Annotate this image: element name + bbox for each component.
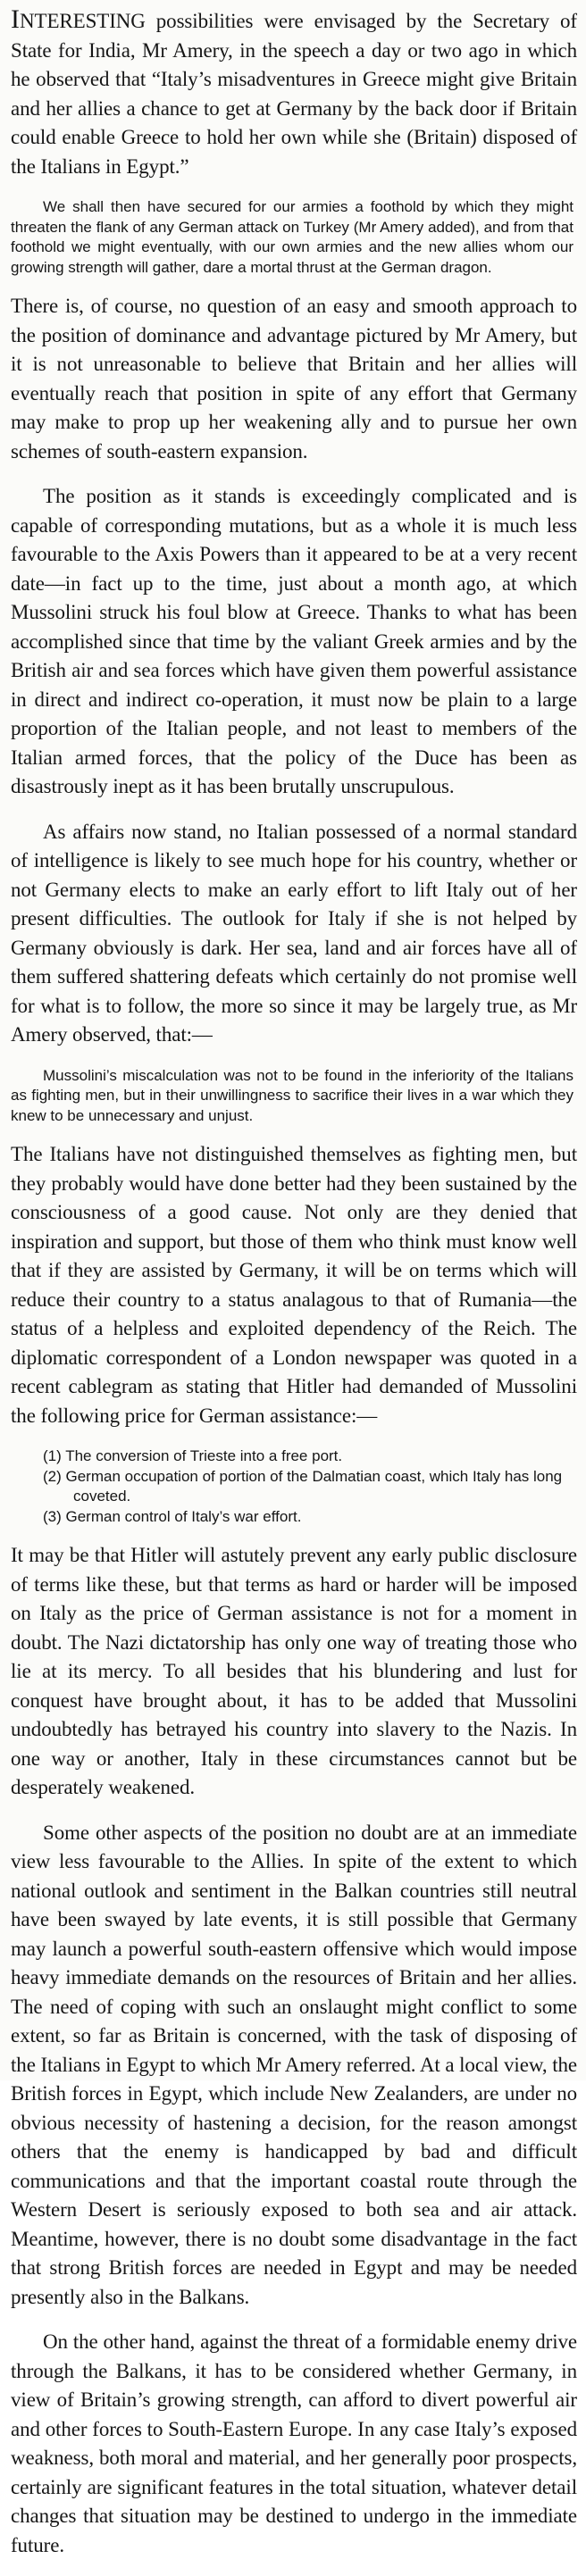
terms-list <box>11 1446 577 1527</box>
paragraph-5: The Italians have not distinguished themselves as fighting men, but they probably would have done better had they been sustained by the consciousness of a good cause. Not only are they denied that inspiration and support, but those of them who think must know well that if they are assisted by Germany, it will be on terms which will reduce their country to a status analagous to that of Rumania—the status of a helpless and exploited dependency of the Reich. The diplomatic correspondent of a London newspaper was quoted in a recent cablegram as stating that Hitler had demanded of Mussolini the following price for German assistance:— <box>11 1143 577 1427</box>
paragraph-7: Some other aspects of the position no doubt are at an immediate view less favourable to the Allies. In spite of the extent to which national outlook and sentiment in the Balkan countries still neutral have been swayed by late events, it is still possible that Germany may launch a powerful south-eastern offensive which would impose heavy immediate demands on the resources of Britain and her allies. The need of coping with such an onslaught might conflict to some extent, so far as Britain is concerned, with the task of disposing of the Italians in Egypt to which Mr Amery referred. At a local view, the British forces in Egypt, which include New Zealanders, are under no obvious necessity of hastening a decision, for the reason amongst others that the enemy is handicapped by bad and difficult communications and that the important coastal route through the Western Desert is seriously exposed to both sea and air attack. Meantime, however, there is no doubt some disadvantage in the fact that strong British forces are needed in Egypt and may be needed presently also in the Balkans. <box>11 1821 577 2308</box>
article-column <box>11 5 577 2576</box>
paragraph-1 <box>11 5 577 181</box>
paragraph-3: The position as it stands is exceedingly complicated and is capable of corresponding mutations, but as a whole it is much less favourable to the Axis Powers than it appeared to be at a very recent date—in fact up to the time, just about a month ago, at which Mussolini struck his foul blow at Greece. Thanks to what has been accomplished since that time by the valiant Greek armies and by the British air and sea forces which have given them powerful assistance in direct and indirect co-operation, it must now be plain to a large proportion of the Italian people, and not least to members of the Italian armed forces, that the policy of the Duce has been as disastrously inept as it has been brutally unscrupulous. <box>11 485 577 797</box>
amery-quote: We shall then have secured for our armies a foothold by which they might threaten the flank of any German attack on Turkey (Mr Amery added), and from that foothold we might eventually, with our own armies and the new allies whom our growing strength will gather, dare a mortal thrust at the German dragon. <box>11 198 573 276</box>
drop-cap: I <box>11 4 20 34</box>
paragraph-8: On the other hand, against the threat of a formidable enemy drive through the Balkans, it has to be considered whether Germany, in view of Britain’s growing strength, can afford to divert powerful air and other forces to South-Eastern Europe. In any case Italy’s exposed weakness, both moral and material, and her generally poor prospects, certainly are significant features in the total situation, whatever detail changes that situation may be destined to undergo in the immediate future. <box>11 2330 577 2556</box>
paragraph-2: There is, of course, no question of an easy and smooth approach to the position of dominance and advantage pictured by Mr Amery, but it is not unreasonable to believe that Britain and her allies will eventually reach that position in spite of any effort that Germany may make to prop up her weakening ally and to pursue her own schemes of south-eastern expansion. <box>11 295 577 463</box>
term-item: (3) German control of Italy’s war effort. <box>43 1507 302 1525</box>
paragraph-4: As affairs now stand, no Italian possessed of a normal standard of intelligence is likely to see much hope for his country, whether or not Germany elects to make an early effort to lift Italy out of her present difficulties. The outlook for Italy if she is not helped by Germany obviously is dark. Her sea, land and air forces have all of them suffered shattering defeats which certainly do not promise well for what is to follow, the more so since it may be largely true, as Mr Amery observed, that:— <box>11 820 577 1046</box>
term-item: (1) The conversion of Trieste into a free port. <box>43 1447 343 1464</box>
paragraph-6: It may be that Hitler will astutely prevent any early public disclosure of terms like these, but that terms as hard or harder will be imposed on Italy as the price of German assistance is not for a moment in doubt. The Nazi dictatorship has only one way of treating those who lie at its mercy. To all besides that his blundering and lust for conquest have brought about, it has to be added that Mussolini undoubtedly has betrayed his country into slavery to the Nazis. In one way or another, Italy in these circumstances cannot but be desperately weakened. <box>11 1544 577 1798</box>
paragraph-1-text: NTERESTING possibilities were envisaged by the Secretary of State for India, Mr Amery, in the speech a day or two ago in which he observed that “Italy’s misadventures in Greece might give Britain and her allies a chance to get at Germany by the back door if Britain could enable Greece to hold her own while she (Britain) disposed of the Italians in Egypt.” <box>11 10 577 178</box>
term-item: (2) German occupation of portion of the Dalmatian coast, which Italy has long coveted. <box>43 1467 563 1505</box>
mussolini-quote: Mussolini’s miscalculation was not to be found in the inferiority of the Italians as fighting men, but in their unwillingness to sacrifice their lives in a war which they knew to be unnecessary and unjust. <box>11 1066 573 1124</box>
